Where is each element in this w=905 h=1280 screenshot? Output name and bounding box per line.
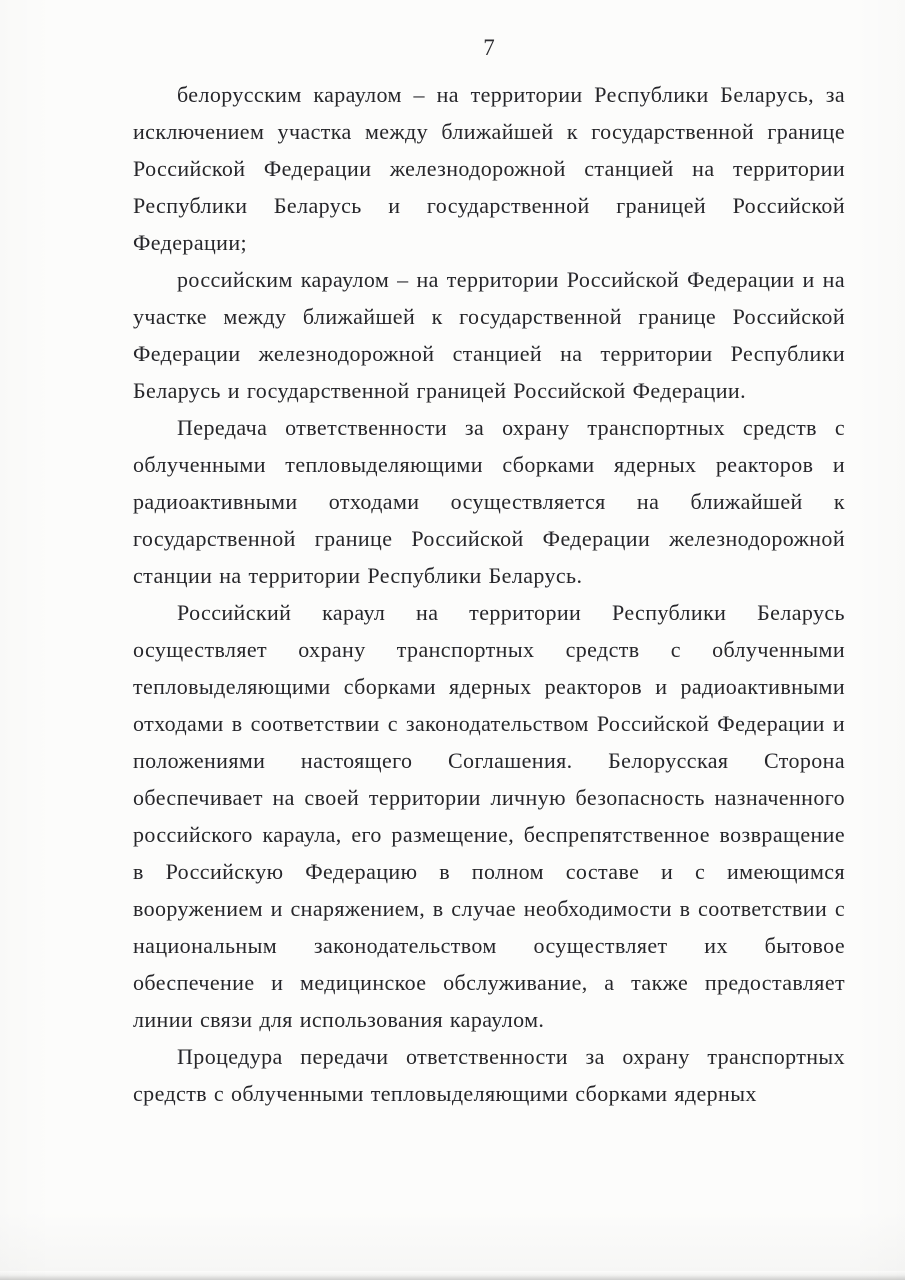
paragraph: Процедура передачи ответственности за охрану транспортных средств с облученными тепловыделяющими сборками ядерных: [133, 1044, 845, 1106]
scan-bottom-edge: [0, 1271, 905, 1280]
page-number: 7: [483, 35, 495, 60]
paragraph: белорусским караулом – на территории Республики Беларусь, за исключением участка между ближайшей к государственной границе Российской Федерации железнодорожной станцией на территории Республики Беларусь и государственной границей Российской Федерации;: [133, 82, 845, 255]
paragraph: Передача ответственности за охрану транспортных средств с облученными тепловыделяющими сборками ядерных реакторов и радиоактивными отходами осуществляется на ближайшей к государственной границе Российской Федерации железнодорожной станции на территории Республики Беларусь.: [133, 415, 845, 588]
paragraph: российским караулом – на территории Российской Федерации и на участке между ближайшей к государственной границе Российской Федерации железнодорожной станцией на территории Республики Беларусь и государственной границей Российской Федерации.: [133, 267, 845, 403]
scan-bottom-shade: [0, 1211, 905, 1271]
document-body: [133, 76, 845, 1112]
paragraph: Российский караул на территории Республики Беларусь осуществляет охрану транспортных средств с облученными тепловыделяющими сборками ядерных реакторов и радиоактивными отходами в соответствии с законодательством Российской Федерации и положениями настоящего Соглашения. Белорусская Сторона обеспечивает на своей территории личную безопасность назначенного российского караула, его размещение, беспрепятственное возвращение в Российскую Федерацию в полном составе и с имеющимся вооружением и снаряжением, в случае необходимости в соответствии с национальным законодательством осуществляет их бытовое обеспечение и медицинское обслуживание, а также предоставляет линии связи для использования караулом.: [133, 600, 845, 1032]
